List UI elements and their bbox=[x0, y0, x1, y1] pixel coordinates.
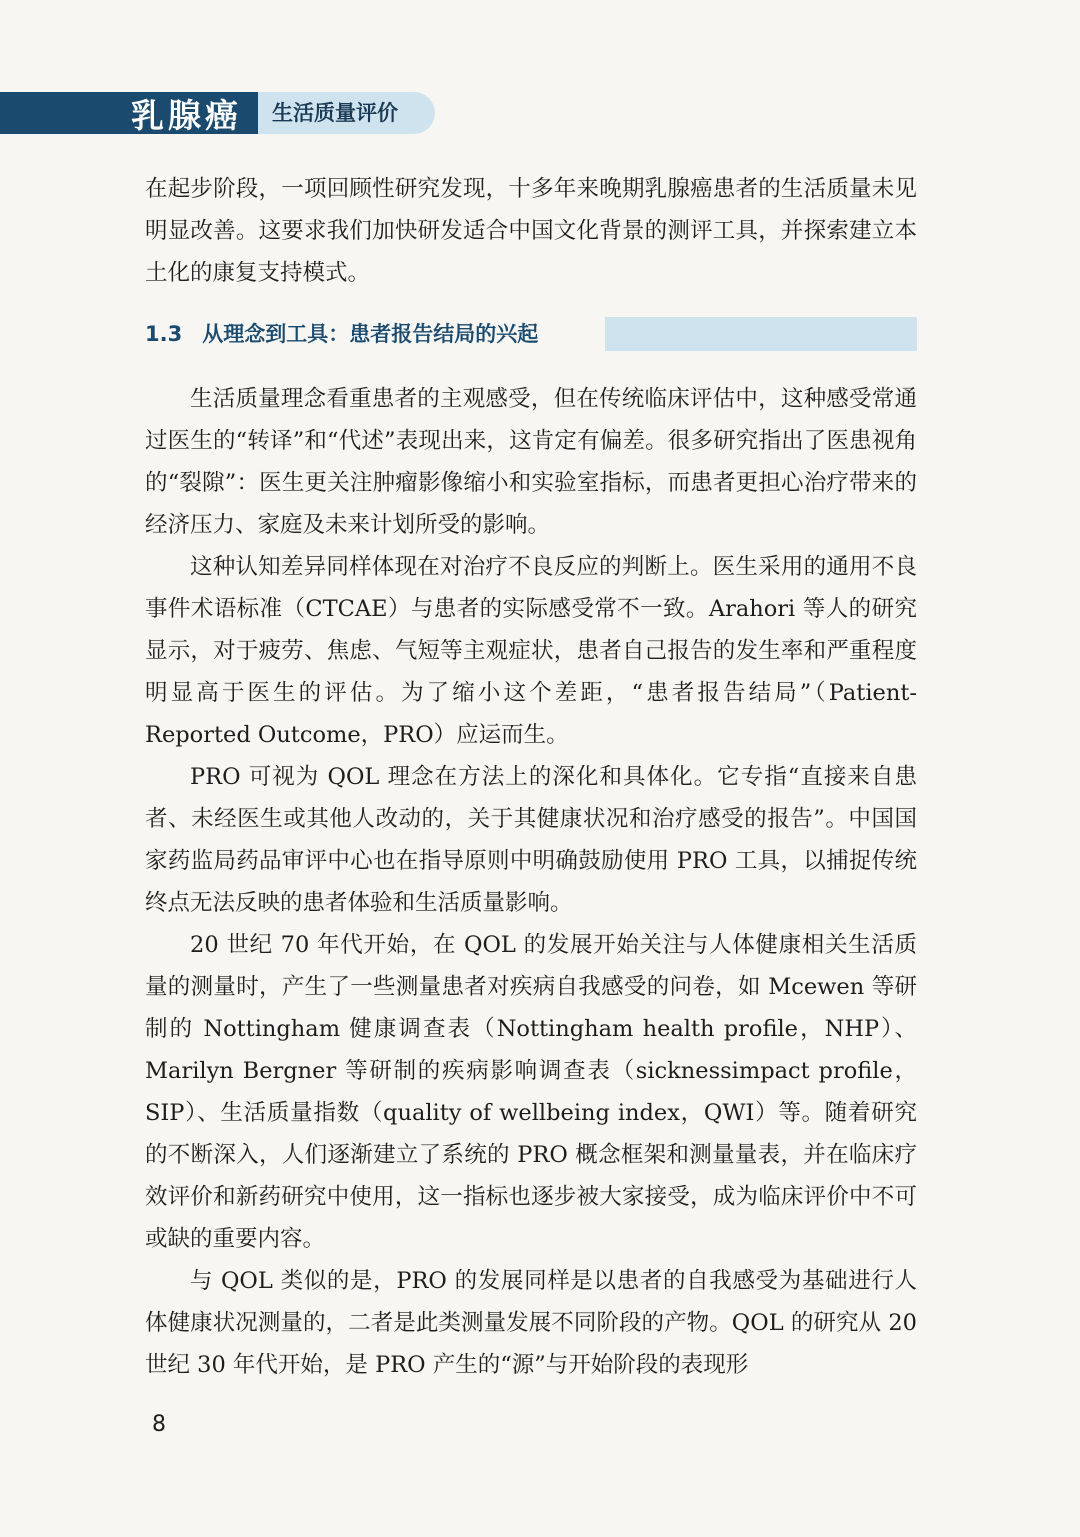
header-title-block bbox=[0, 92, 258, 134]
section-heading bbox=[145, 317, 917, 359]
book-subtitle: 生活质量评价 bbox=[272, 101, 398, 125]
paragraph: 与 QOL 类似的是，PRO 的发展同样是以患者的自我感受为基础进行人体健康状况测量的，二者是此类测量发展不同阶段的产物。QOL 的研究从 20 世纪 30 年代开始，是 PRO 产生的“源”与开始阶段的表现形 bbox=[145, 1268, 917, 1378]
page-body bbox=[145, 168, 917, 1386]
section-heading-band bbox=[605, 317, 917, 351]
paragraph: 生活质量理念看重患者的主观感受，但在传统临床评估中，这种感受常通过医生的“转译”和“代述”表现出来，这肯定有偏差。很多研究指出了医患视角的“裂隙”：医生更关注肿瘤影像缩小和实验室指标，而患者更担心治疗带来的经济压力、家庭及未来计划所受的影响。 bbox=[145, 386, 917, 538]
section-title: 从理念到工具：患者报告结局的兴起 bbox=[202, 322, 539, 346]
section-number: 1.3 bbox=[145, 322, 183, 346]
book-title: 乳腺癌 bbox=[131, 95, 242, 135]
paragraph-continued: 在起步阶段，一项回顾性研究发现，十多年来晚期乳腺癌患者的生活质量未见明显改善。这要求我们加快研发适合中国文化背景的测评工具，并探索建立本土化的康复支持模式。 bbox=[145, 176, 917, 286]
page-number: 8 bbox=[152, 1412, 166, 1437]
paragraph: 这种认知差异同样体现在对治疗不良反应的判断上。医生采用的通用不良事件术语标准（CTCAE）与患者的实际感受常不一致。Arahori 等人的研究显示，对于疲劳、焦虑、气短等主观症状，患者自己报告的发生率和严重程度明显高于医生的评估。为了缩小这个差距，“患者报告结局”（Patient-Reported Outcome，PRO）应运而生。 bbox=[145, 554, 917, 748]
paragraph: PRO 可视为 QOL 理念在方法上的深化和具体化。它专指“直接来自患者、未经医生或其他人改动的，关于其健康状况和治疗感受的报告”。中国国家药监局药品审评中心也在指导原则中明确鼓励使用 PRO 工具，以捕捉传统终点无法反映的患者体验和生活质量影响。 bbox=[145, 764, 917, 916]
paragraph: 20 世纪 70 年代开始，在 QOL 的发展开始关注与人体健康相关生活质量的测量时，产生了一些测量患者对疾病自我感受的问卷，如 Mcewen 等研制的 Nottingham 健康调查表（Nottingham health profile，NHP）、Marilyn Bergner 等研制的疾病影响调查表（sicknessimpact profile，SIP）、生活质量指数（quality of wellbeing index，QWI）等。随着研究的不断深入，人们逐渐建立了系统的 PRO 概念框架和测量量表，并在临床疗效评价和新药研究中使用，这一指标也逐步被大家接受，成为临床评价中不可或缺的重要内容。 bbox=[145, 932, 917, 1252]
